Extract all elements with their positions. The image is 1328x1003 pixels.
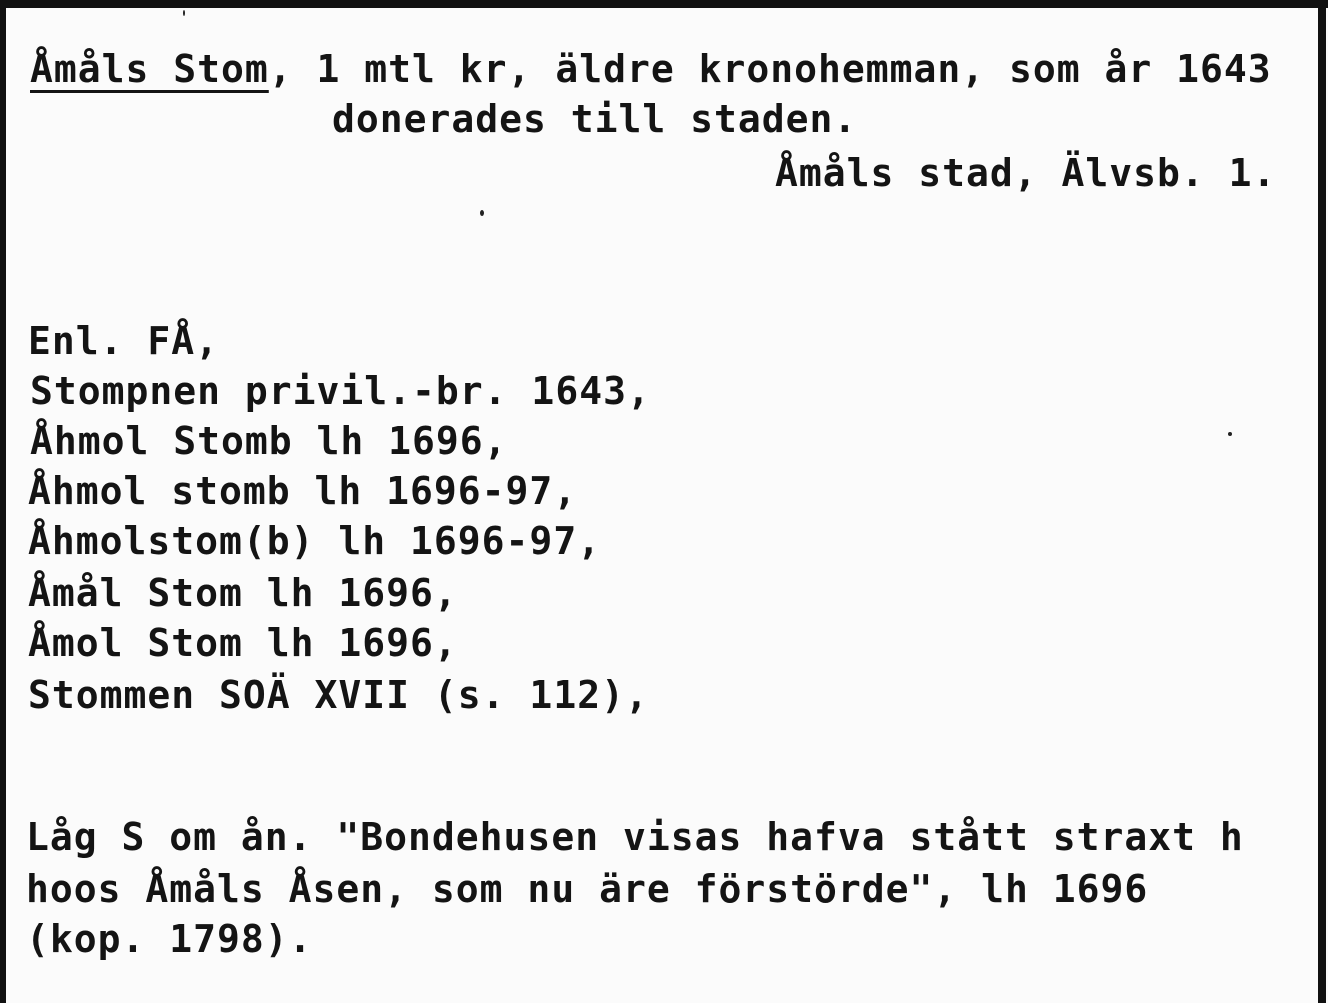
sources-intro: Enl. FÅ, — [28, 319, 220, 363]
note-line: (kop. 1798). — [26, 917, 313, 961]
card-border-right — [1318, 0, 1326, 1003]
paper-speck — [183, 10, 185, 16]
source-item: Åmål Stom lh 1696, — [28, 571, 458, 615]
source-item: Åhmol stomb lh 1696-97, — [28, 469, 578, 513]
source-item: Stommen SOÄ XVII (s. 112), — [28, 673, 649, 717]
source-item: Stompnen privil.-br. 1643, — [30, 369, 651, 413]
source-item: Åmol Stom lh 1696, — [28, 621, 458, 665]
source-item: Åhmolstom(b) lh 1696-97, — [28, 519, 602, 563]
paper-speck — [480, 210, 484, 216]
header-description: , 1 mtl kr, äldre kronohemman, som år 1643 — [268, 47, 1272, 91]
note-line: Låg S om ån. "Bondehusen visas hafva stått straxt h — [26, 815, 1244, 859]
header-line-2: donerades till staden. — [332, 97, 858, 141]
card-border-left — [0, 0, 6, 1003]
card-border-top — [0, 0, 1328, 8]
header-line-1 — [30, 47, 1272, 91]
paper-speck — [1228, 432, 1232, 436]
headword: Åmåls Stom — [30, 47, 269, 91]
source-item: Åhmol Stomb lh 1696, — [30, 419, 508, 463]
location-line: Åmåls stad, Älvsb. 1. — [775, 151, 1277, 195]
note-line: hoos Åmåls Åsen, som nu äre förstörde", lh 1696 — [26, 867, 1149, 911]
